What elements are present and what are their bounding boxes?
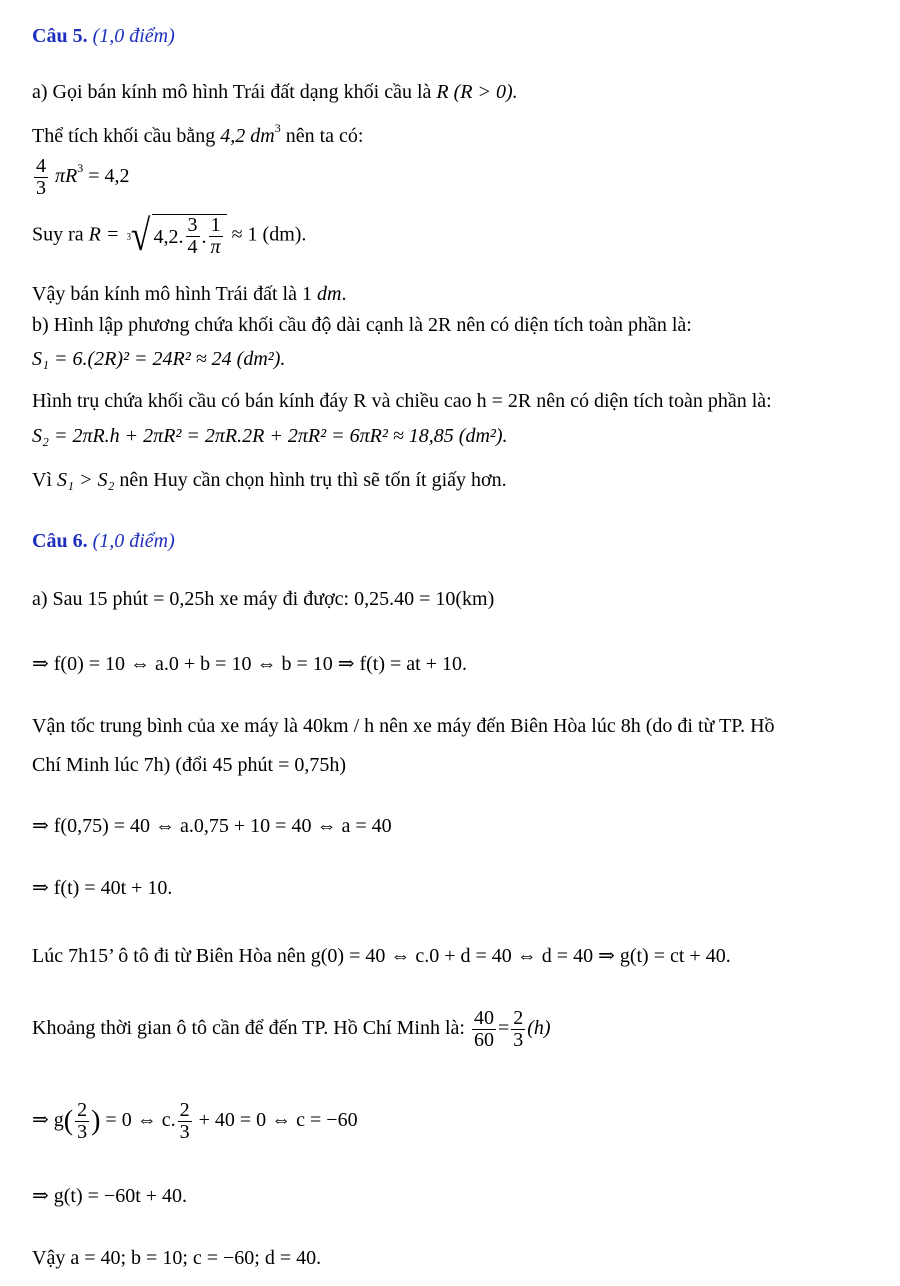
q6-l9-frac2-num: 2 xyxy=(179,1099,190,1121)
q5-line-1 xyxy=(32,82,518,102)
q5-fraction-4-3 xyxy=(34,156,48,199)
q6-fraction-40-60 xyxy=(472,1008,496,1051)
root-dot: . xyxy=(201,225,207,248)
q6-frac2-den: 3 xyxy=(513,1029,524,1051)
q5-line-1-math: R (R > 0). xyxy=(436,81,518,103)
q6-line-9-end: + 40 = 0 ⇔ c = −60 xyxy=(198,1109,358,1132)
q6-frac1-num: 40 xyxy=(473,1007,494,1029)
q6-frac1-den: 60 xyxy=(473,1029,494,1051)
q6-line-6-formula: ⇒ f(t) = 40t + 10. xyxy=(32,877,173,899)
q5-line-2-end: nên ta có: xyxy=(285,125,364,147)
right-paren: ) xyxy=(91,1105,101,1137)
question-6-points: (1,0 điểm) xyxy=(92,530,175,552)
question-6-heading xyxy=(32,531,175,551)
question-5-number: Câu 5. xyxy=(32,25,88,47)
root-term: 4,2. xyxy=(153,225,184,248)
q5-line-10-math: S₁ > S₂ xyxy=(57,469,115,491)
q6-line-4: Chí Minh lúc 7h) (đổi 45 phút = 0,75h) xyxy=(32,754,347,776)
q5-line-2 xyxy=(32,122,363,146)
q5-line-10-end: nên Huy cần chọn hình trụ thì sẽ tốn ít giấy hơn. xyxy=(119,469,507,491)
q5-line-2-sup: 3 xyxy=(274,121,281,135)
q6-l9-frac1-num: 2 xyxy=(77,1099,88,1121)
q6-line-2-formula: ⇒ f(0) = 10 ⇔ a.0 + b = 10 ⇔ b = 10 ⇒ f(t) = at + 10. xyxy=(32,653,468,675)
question-6-number: Câu 6. xyxy=(32,530,88,552)
q5-line-3-end: = 4,2 xyxy=(88,165,130,188)
root-frac2-den: π xyxy=(210,236,221,258)
q5-line-8: Hình trụ chứa khối cầu có bán kính đáy R và chiều cao h = 2R nên có diện tích toàn phần là: xyxy=(32,390,772,412)
q5-line-3-formula xyxy=(32,156,130,199)
q5-frac-den: 3 xyxy=(36,177,46,199)
root-frac-3-4 xyxy=(186,215,200,258)
q5-line-5-unit: dm xyxy=(316,283,342,305)
q6-fraction-2-3 xyxy=(511,1008,525,1051)
q5-line-2-text: Thể tích khối cầu bằng xyxy=(32,125,216,147)
q6-frac2-num: 2 xyxy=(513,1007,524,1029)
q5-line-6: b) Hình lập phương chứa khối cầu độ dài cạnh là 2R nên có diện tích toàn phần là: xyxy=(32,314,692,336)
q5-line-5-end: . xyxy=(341,283,347,305)
q5-line-4-end: ≈ 1 (dm). xyxy=(231,223,307,246)
root-frac1-den: 4 xyxy=(187,236,198,258)
q5-line-4-text: Suy ra xyxy=(32,223,84,246)
question-5-points: (1,0 điểm) xyxy=(92,25,175,47)
q6-line-10-formula: ⇒ g(t) = −60t + 40. xyxy=(32,1185,188,1207)
root-frac-1-pi xyxy=(209,215,223,258)
left-paren: ( xyxy=(63,1105,74,1137)
question-5-heading xyxy=(32,26,175,46)
q6-line-9-frac1 xyxy=(75,1100,89,1143)
radical-sign: $^3$√ xyxy=(127,211,151,260)
root-frac2-num: 1 xyxy=(210,214,221,236)
q6-line-1: a) Sau 15 phút = 0,25h xe máy đi được: 0,25.40 = 10(km) xyxy=(32,588,495,610)
q6-line-11-conclusion: Vậy a = 40; b = 10; c = −60; d = 40. xyxy=(32,1247,322,1269)
q6-line-9-formula xyxy=(32,1100,358,1143)
root-index: 3 xyxy=(127,232,132,243)
q5-line-4-formula xyxy=(32,211,307,260)
q6-line-8-eq: = xyxy=(497,1017,510,1040)
q5-line-9-formula: S₂ = 2πR.h + 2πR² = 2πR.2R + 2πR² = 6πR² ≈ 18,85 (dm²). xyxy=(32,425,508,447)
q6-line-9-start: ⇒ g xyxy=(32,1109,64,1132)
q5-line-1-text: a) Gọi bán kính mô hình Trái đất dạng khối cầu là xyxy=(32,81,432,103)
q6-line-8-unit: (h) xyxy=(527,1017,551,1040)
q6-line-8 xyxy=(32,1008,551,1051)
q5-line-10 xyxy=(32,470,507,490)
root-frac1-num: 3 xyxy=(187,214,198,236)
q6-line-5-formula: ⇒ f(0,75) = 40 ⇔ a.0,75 + 10 = 40 ⇔ a = 40 xyxy=(32,815,392,837)
q5-line-3-pi-r: πR xyxy=(55,165,78,188)
q6-l9-frac2-den: 3 xyxy=(179,1121,190,1143)
q5-line-5 xyxy=(32,284,346,304)
q6-line-9-mid: = 0 ⇔ c. xyxy=(105,1109,176,1132)
q5-line-3-sup: 3 xyxy=(77,161,84,176)
q6-line-9-frac2 xyxy=(178,1100,192,1143)
cube-root xyxy=(124,211,226,260)
q5-line-4-lhs: R = xyxy=(88,223,120,246)
q5-line-10-text: Vì xyxy=(32,469,52,491)
q6-line-7: Lúc 7h15’ ô tô đi từ Biên Hòa nên g(0) = 40 ⇔ c.0 + d = 40 ⇔ d = 40 ⇒ g(t) = ct + 40. xyxy=(32,945,731,967)
q5-line-7-formula: S₁ = 6.(2R)² = 24R² ≈ 24 (dm²). xyxy=(32,348,286,370)
q5-frac-num: 4 xyxy=(36,155,46,177)
q5-line-2-math: 4,2 dm xyxy=(220,125,275,147)
q5-line-5-text: Vậy bán kính mô hình Trái đất là 1 xyxy=(32,283,312,305)
q6-line-3: Vận tốc trung bình của xe máy là 40km / h nên xe máy đến Biên Hòa lúc 8h (do đi từ TP. Hồ xyxy=(32,715,775,737)
root-body xyxy=(152,214,227,258)
q6-l9-frac1-den: 3 xyxy=(77,1121,88,1143)
q6-line-8-text: Khoảng thời gian ô tô cần để đến TP. Hồ Chí Minh là: xyxy=(32,1017,465,1040)
